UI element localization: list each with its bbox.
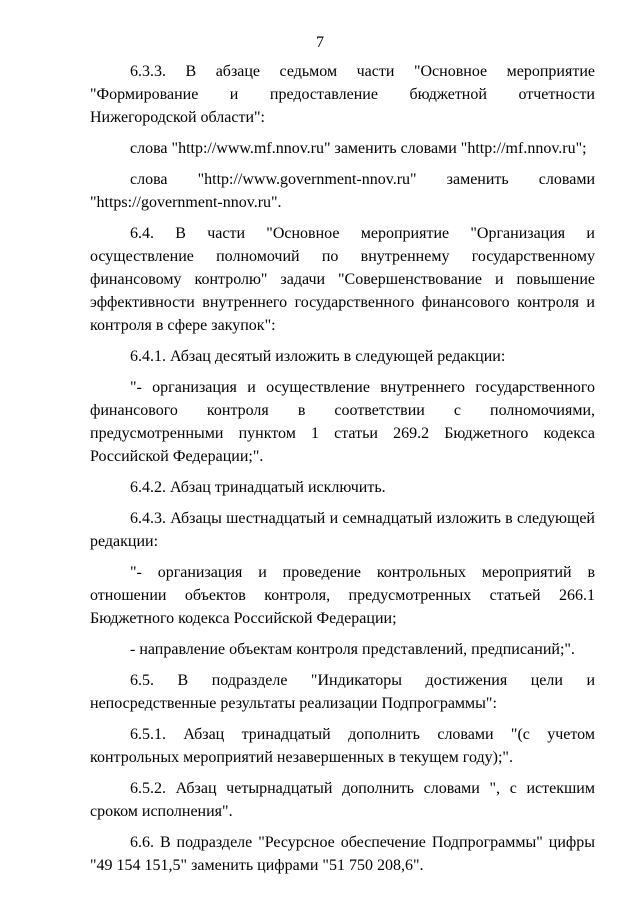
paragraph-6-4-1: 6.4.1. Абзац десятый изложить в следующей редакции:	[130, 348, 506, 365]
split-word-3: заменить	[446, 171, 509, 188]
paragraph-6-4-3: 6.4.3. Абзацы шестнадцатый и семнадцатый изложить в следующей редакции:	[90, 510, 595, 550]
paragraph-link-replacement-2	[90, 168, 595, 214]
split-word-1: слова	[130, 171, 168, 188]
page-number: 7	[316, 34, 324, 51]
paragraph-6-4-3-quote-2: - направление объектам контроля представлений, предписаний;".	[130, 641, 575, 658]
split-word-2: "http://www.government-nnov.ru"	[197, 171, 417, 188]
paragraph-6-4-1-quote: "- организация и осуществление внутреннего государственного финансового контроля в соответствии с полномочиями, предусмотренными пунктом 1 статьи 269.2 Бюджетного кодекса Российской Федерации;".	[90, 379, 595, 465]
paragraph-6-5-1: 6.5.1. Абзац тринадцатый дополнить словами "(с учетом контрольных мероприятий незавершенных в текущем году);".	[90, 726, 595, 766]
split-line	[90, 168, 595, 191]
paragraph-6-4-2: 6.4.2. Абзац тринадцатый исключить.	[130, 479, 386, 496]
paragraph-link-replacement-1: слова "http://www.mf.nnov.ru" заменить словами "http://mf.nnov.ru";	[130, 140, 587, 157]
paragraph-6-5: 6.5. В подразделе "Индикаторы достижения цели и непосредственные результаты реализации Подпрограммы":	[90, 672, 595, 712]
paragraph-6-6: 6.6. В подразделе "Ресурсное обеспечение Подпрограммы" цифры "49 154 151,5" заменить цифрами "51 750 208,6".	[90, 834, 595, 874]
split-line-continuation: "https://government-nnov.ru".	[90, 194, 282, 211]
paragraph-6-4-3-quote-1: "- организация и проведение контрольных мероприятий в отношении объектов контроля, предусмотренных статьей 266.1 Бюджетного кодекса Российской Федерации;	[90, 564, 595, 627]
paragraph-6-5-2: 6.5.2. Абзац четырнадцатый дополнить словами ", с истекшим сроком исполнения".	[90, 780, 595, 820]
document-body	[90, 60, 595, 877]
paragraph-6-4: 6.4. В части "Основное мероприятие "Организация и осуществление полномочий по внутреннему государственному финансовому контролю" задачи "Совершенствование и повышение эффективности внутреннего государственного финансового контроля и контроля в сфере закупок":	[90, 225, 595, 334]
split-word-4: словами	[538, 171, 595, 188]
paragraph-6-3-3: 6.3.3. В абзаце седьмом части "Основное мероприятие "Формирование и предоставление бюджетной отчетности Нижегородской области":	[90, 63, 595, 126]
